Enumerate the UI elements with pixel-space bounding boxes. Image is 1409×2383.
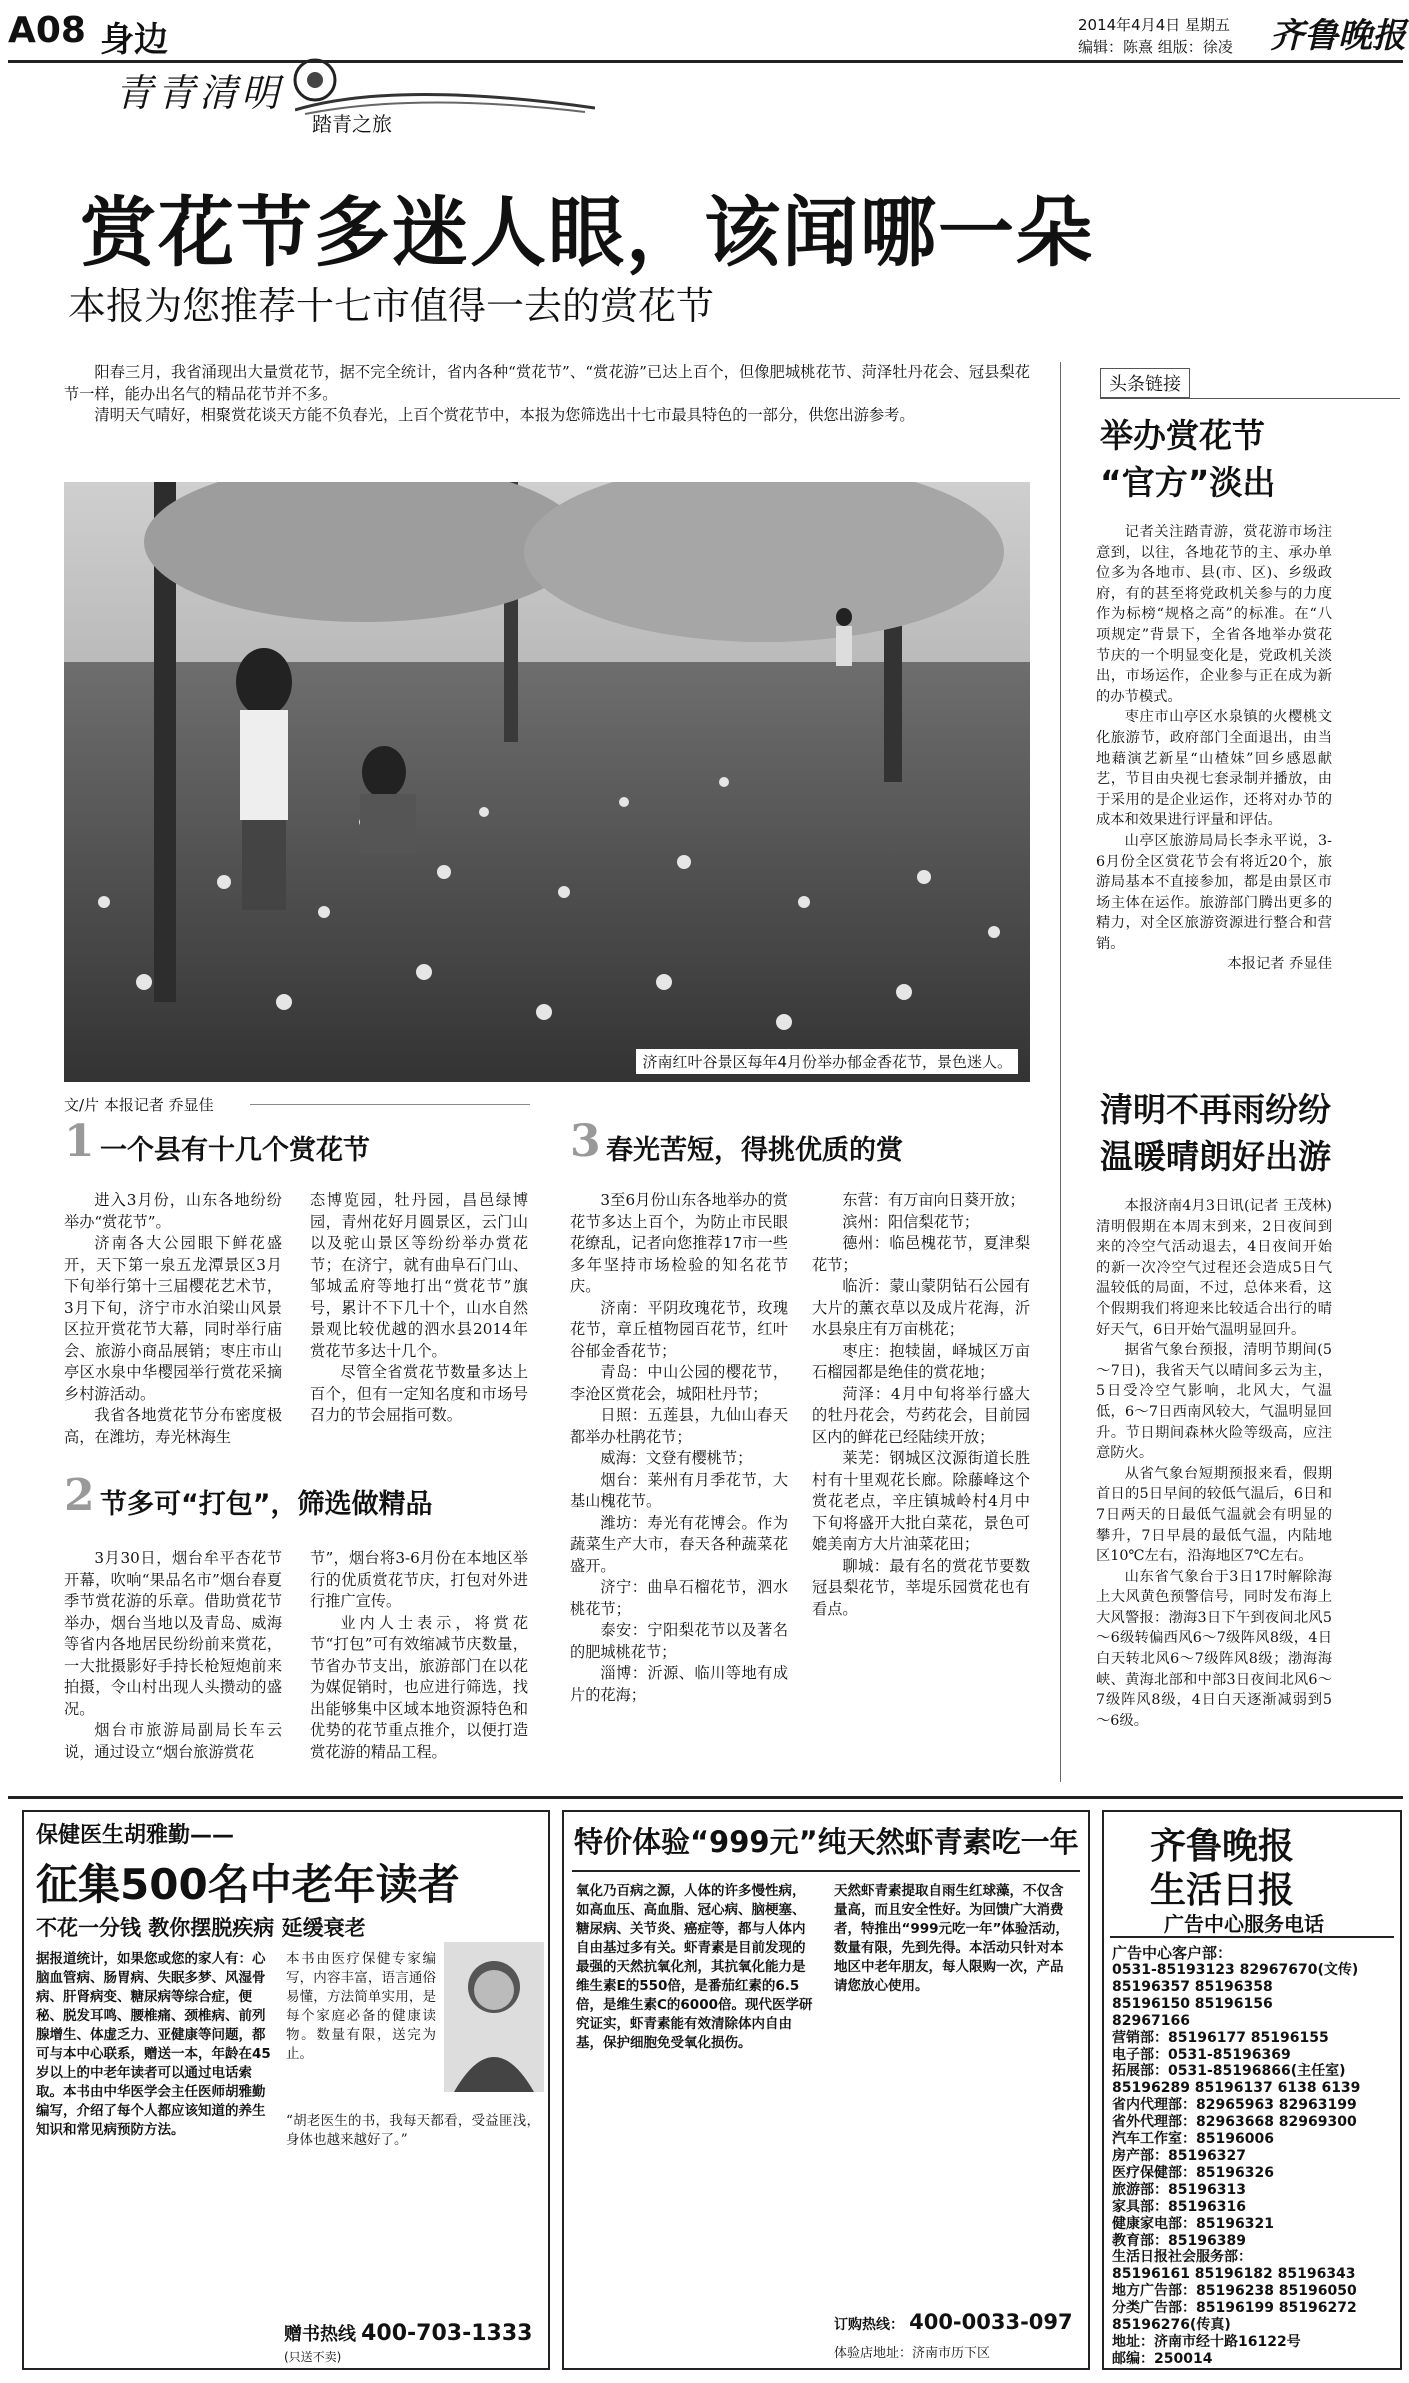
section2-para: 业内人士表示，将赏花节“打包”可有效缩减节庆数量，节省办节支出，旅游部门在以花为媒促销时，也应进行筛选，找出能够集中区域本地资源特色和优势的花节重点推介，以便打造赏花游的精品工程。 xyxy=(310,1613,528,1761)
ad2-body-right xyxy=(834,1882,1074,1996)
section2-title: 节多可“打包”，筛选做精品 xyxy=(100,1489,433,1520)
sidebar-story2-body xyxy=(1096,1196,1332,1731)
ad1-body-text: 据报道统计，如果您或您的家人有：心脑血管病、肠胃病、失眠多梦、风湿骨病、肝肾病变、糖尿病等综合症，便秘、脱发耳鸣、腰椎痛、颈椎病、前列腺增生、体虚乏力、亚健康等问题，都可与本中心联系，赠送一本，年龄在45岁以上的中老年读者可以通过电话索取。本书由中华医学会主任医师胡雅勤编写，介绍了每个人都应该知道的养生知识和常见病预防方法。 xyxy=(36,1951,271,2138)
sidebar-story1-byline: 本报记者 乔显佳 xyxy=(1227,956,1332,973)
headline-subtitle: 本报为您推荐十七市值得一去的赏花节 xyxy=(68,284,715,328)
ad3-line: 拓展部：0531-85196866(主任室) xyxy=(1112,2063,1346,2080)
ad2-title-rule xyxy=(572,1870,1080,1872)
ad3-title-line2: 生活日报 xyxy=(1150,1870,1295,1911)
section3-para: 潍坊：寿光有花博会。作为蔬菜生产大市，春天各种蔬菜花盛开。 xyxy=(570,1513,788,1575)
column-logo-text: 青青清明 xyxy=(115,71,284,115)
sidebar-story1-para: 记者关注踏青游，赏花游市场注意到，以往，各地花节的主、承办单位多为各地市、县(市、区)、乡级政府，有的甚至将党政机关参与的力度作为标榜“规格之高”的标准。在“八项规定”背景下，全省各地举办赏花节庆的一个明显变化是，党政机关淡出，市场运作，企业参与正在成为新的办节模式。 xyxy=(1096,524,1332,705)
astaxanthin-ad xyxy=(562,1810,1090,2370)
section3-para: 日照：五莲县，九仙山春天都举办杜鹃花节； xyxy=(570,1406,788,1446)
section1-para: 尽管全省赏花节数量多达上百个，但有一定知名度和市场号召力的节会屈指可数。 xyxy=(310,1363,528,1424)
section3-para: 烟台：莱州有月季花节，大基山槐花节。 xyxy=(570,1470,788,1510)
sidebar-story1-body xyxy=(1096,522,1332,975)
ad3-line: 电子部：0531-85196369 xyxy=(1112,2046,1291,2063)
sidebar-story2-title-line1: 清明不再雨纷纷 xyxy=(1100,1090,1331,1129)
ad1-title: 征集500名中老年读者 xyxy=(36,1860,460,1909)
ad1-body-right-text: 本书由医疗保健专家编写，内容丰富，语言通俗易懂，方法简单实用，是每个家庭必备的健康读物。数量有限，送完为止。 xyxy=(286,1951,436,2062)
section3-para: 聊城：最有名的赏花节要数冠县梨花节，莘堤乐园赏花也有看点。 xyxy=(812,1556,1030,1618)
section3-column-a xyxy=(570,1190,788,1706)
byline-rule xyxy=(250,1104,530,1105)
section3-para: 菏泽：4月中旬将举行盛大的牡丹花会，芍药花会，目前园区内的鲜花已经陆续开放； xyxy=(812,1384,1030,1446)
doctor-portrait xyxy=(444,1942,544,2092)
sidebar-tag-rule xyxy=(1100,398,1400,399)
ad1-slogan: 不花一分钱 教你摆脱疾病 延缓衰老 xyxy=(36,1916,366,1940)
section1-number: 1 xyxy=(64,1116,95,1167)
section3-number: 3 xyxy=(570,1116,601,1167)
sidebar-story2-para: 本报济南4月3日讯(记者 王茂林) 清明假期在本周末到来，2日夜间到来的冷空气活动退去，4日夜间开始的新一次冷空气过程还会造成5日气温较低的局面，不过，总体来看，这个假期我们将迎来比较适合出行的晴好天气，6日开始气温明显回升。 xyxy=(1096,1198,1332,1338)
section2-para: 烟台市旅游局副局长车云说，通过设立“烟台旅游赏花 xyxy=(64,1721,282,1761)
ad3-title-line1: 齐鲁晚报 xyxy=(1150,1826,1295,1867)
ad2-hotline xyxy=(834,2310,1084,2334)
section3-column-b xyxy=(812,1190,1030,1620)
ad2-address: 体验店地址：济南市历下区 xyxy=(834,2346,991,2361)
ad3-line: 营销部：85196177 85196155 xyxy=(1112,2029,1329,2046)
ad2-hotline-label: 订购热线： xyxy=(834,2317,904,2333)
ad1-body-right xyxy=(286,1950,436,2064)
section3-para: 3至6月份山东各地举办的赏花节多达上百个，为防止市民眼花缭乱，记者向您推荐17市一些多年坚持市场检验的知名花节庆。 xyxy=(570,1191,788,1295)
ad3-line: 85196357 85196358 xyxy=(1112,1978,1273,1995)
ad3-line: 0531-85193123 82967670(文传) xyxy=(1112,1962,1359,1978)
section3-para: 德州：临邑槐花节，夏津梨花节； xyxy=(812,1234,1030,1274)
section3-title: 春光苦短，得挑优质的赏 xyxy=(606,1135,903,1166)
ad3-lines xyxy=(1112,1962,1396,2368)
section2-para: 3月30日，烟台牟平杏花节开幕，吹响“果品名市”烟台春夏季节赏花游的乐章。借助赏花节举办，烟台当地以及青岛、威海等省内各地居民纷纷前来赏花，一大批摄影好手持长枪短炮前来拍摄，令山村出现人头攒动的盛况。 xyxy=(64,1549,282,1718)
section3-para: 济宁：曲阜石榴花节，泗水桃花节； xyxy=(570,1578,788,1618)
ad3-line: 旅游部：85196313 xyxy=(1112,2181,1246,2198)
ad3-line: 教育部：85196389 xyxy=(1112,2232,1246,2249)
ad3-line: 省外代理部：82963668 82969300 xyxy=(1112,2114,1357,2131)
ad1-note: (只送不卖) xyxy=(284,2350,342,2364)
ad3-subtitle: 广告中心服务电话 xyxy=(1164,1912,1324,1936)
section1-para: 济南各大公园眼下鲜花盛开，天下第一泉五龙潭景区3月下旬举行第十三届樱花艺术节，3月下旬，济宁市水泊梁山风景区拉开赏花节大幕，同时举行庙会、旅游小商品展销；枣庄市山亭区水泉中华樱园举行赏花采摘乡村游活动。 xyxy=(64,1234,282,1403)
section1-para: 态博览园，牡丹园，昌邑绿博园，青州花好月圆景区，云门山以及驼山景区等纷纷举办赏花节；在济宁，就有曲阜石门山、邹城孟府等地打出“赏花节”旗号，累计不下几十个，山水自然景观比较优越的泗水县2014年赏花节多达十几个。 xyxy=(310,1191,528,1360)
sidebar-story2-para: 据省气象台预报，清明节期间(5～7日)，我省天气以晴间多云为主，5日受冷空气影响，北风大，气温低，6～7日西南风较大，气温明显回升。节日期间森林火险等级高，应注意防火。 xyxy=(1096,1342,1332,1462)
ad3-line: 85196150 85196156 xyxy=(1112,1995,1273,2012)
section3-para: 淄博：沂源、临川等地有成片的花海； xyxy=(570,1664,788,1704)
section3-para: 青岛：中山公园的樱花节，李沧区赏花会，城阳杜丹节； xyxy=(570,1363,788,1403)
headline-title: 赏花节多迷人眼，该闻哪一朵 xyxy=(80,188,1094,277)
ad3-line: 地方广告部：85196238 85196050 xyxy=(1112,2283,1357,2300)
ad3-heading: 广告中心客户部： xyxy=(1112,1944,1233,1962)
lead-paragraphs xyxy=(64,362,1030,427)
paper-logo: 齐鲁晚报 xyxy=(1270,16,1406,56)
ad1-body xyxy=(36,1950,276,2140)
ad3-line: 85196289 85196137 6138 6139 xyxy=(1112,2080,1361,2097)
section3-para: 枣庄：抱犊崮，峄城区万亩石榴园都是绝佳的赏花地； xyxy=(812,1341,1030,1381)
sidebar-story1-para: 枣庄市山亭区水泉镇的火樱桃文化旅游节，政府部门全面退出，由当地藉演艺新星“山楂妹”回乡感恩献艺，节目由央视七套录制并播放，由于采用的是企业运作，还将对办节的成本和效果进行评量和评估。 xyxy=(1096,709,1332,829)
lead-para-1: 阳春三月，我省涌现出大量赏花节，据不完全统计，省内各种“赏花节”、“赏花游”已达上百个，但像肥城桃花节、菏泽牡丹花会、冠县梨花节一样，能办出名气的精品花节并不多。 xyxy=(64,363,1030,403)
section3-para: 滨州：阳信梨花节； xyxy=(842,1212,980,1231)
sidebar-story1-title-line2: “官方”淡出 xyxy=(1100,463,1276,502)
ad3-line: 健康家电部：85196321 xyxy=(1112,2215,1274,2232)
ad3-line: 85196161 85196182 85196343 xyxy=(1112,2266,1356,2283)
section1-para: 进入3月份，山东各地纷纷举办“赏花节”。 xyxy=(64,1191,282,1231)
ad2-phone[interactable]: 400-0033-097 xyxy=(909,2310,1073,2334)
ad1-kicker: 保健医生胡雅勤—— xyxy=(36,1823,235,1848)
ad1-hotline xyxy=(284,2320,544,2365)
date-line: 2014年4月4日 星期五 xyxy=(1078,16,1231,34)
sidebar-story1-para: 山亭区旅游局局长李永平说，3-6月份全区赏花节会有将近20个，旅游局基本不直接参加，都是由景区市场主体在运作。旅游部门腾出更多的精力，对全区旅游资源进行整合和营销。 xyxy=(1096,832,1332,952)
sidebar-story2-para: 山东省气象台于3日17时解除海上大风黄色预警信号，同时发布海上大风警报：渤海3日下午到夜间北风5～6级转偏西风6～7级阵风8级，4日白天转北风6～7级阵风8级；渤海海峡、黄海北部和中部3日夜间北风6～7级阵风8级，4日白天逐渐减弱到5～6级。 xyxy=(1096,1568,1332,1729)
section3-para: 临沂：蒙山蒙阴钻石公园有大片的薰衣草以及成片花海，沂水县泉庄有万亩桃花； xyxy=(812,1277,1030,1338)
ad2-body-left-text: 氧化乃百病之源，人体的许多慢性病，如高血压、高血脂、冠心病、脑梗塞、糖尿病、关节炎、癌症等，都与人体内自由基过多有关。虾青素是目前发现的最强的天然抗氧化剂，其抗氧化能力是维生素E的550倍，是番茄红素的6.5倍，是维生素C的6000倍。现代医学研究证实，虾青素能有效清除体内自由基，保护细胞免受氧化损伤。 xyxy=(576,1883,813,2051)
subsection-label: 踏青之旅 xyxy=(312,112,392,136)
section2-para: 节”，烟台将3-6月份在本地区举行的优质赏花节庆，打包对外进行推广宣传。 xyxy=(310,1549,528,1610)
ads-top-rule xyxy=(8,1796,1403,1799)
section3-para: 莱芜：钢城区汶源街道长胜村有十里观花长廊。除藤峰这个赏花老点，辛庄镇城岭村4月中下旬将盛开大批白菜花，景色可媲美南方大片油菜花田； xyxy=(812,1449,1030,1553)
ad3-line: 房产部：85196327 xyxy=(1112,2147,1246,2164)
section1-column-b xyxy=(310,1190,528,1427)
ad1-quote-text: “胡老医生的书，我每天都看，受益匪浅，身体也越来越好了。” xyxy=(286,2113,540,2148)
ad1-hotline-label: 赠书热线 xyxy=(284,2324,356,2345)
editors-line: 编辑：陈熹 组版：徐凌 xyxy=(1078,38,1233,56)
ad3-rule xyxy=(1110,1936,1394,1938)
section2-column-b xyxy=(310,1548,528,1763)
sidebar-divider xyxy=(1060,362,1061,1782)
ad1-quote xyxy=(286,2112,540,2150)
section1-title: 一个县有十几个赏花节 xyxy=(100,1135,370,1166)
tulip-garden-photo xyxy=(64,482,1030,1082)
sidebar-story2-para: 从省气象台短期预报来看，假期首日的5日早间的较低气温后，6日和7日两天的日最低气温就会有明显的攀升，7日早晨的最低气温，内陆地区10℃左右，沿海地区7℃左右。 xyxy=(1096,1465,1332,1565)
section1-para: 我省各地赏花节分布密度极高，在潍坊，寿光林海生 xyxy=(64,1406,282,1446)
sidebar-story1-title-line1: 举办赏花节 xyxy=(1100,416,1265,455)
ad3-line: 家具部：85196316 xyxy=(1112,2198,1246,2215)
article-byline: 文/片 本报记者 乔显佳 xyxy=(64,1096,214,1114)
ad-center-contacts xyxy=(1102,1810,1402,2370)
ad3-line: 省内代理部：82965963 82963199 xyxy=(1112,2097,1357,2114)
ad2-body-left xyxy=(576,1882,816,2053)
photo-caption: 济南红叶谷景区每年4月份举办郁金香花节，景色迷人。 xyxy=(636,1049,1018,1074)
section2-number: 2 xyxy=(64,1470,95,1521)
section3-para: 济南：平阴玫瑰花节，玫瑰花节，章丘植物园百花节，红叶谷郁金香花节； xyxy=(570,1298,788,1360)
section3-para: 威海：文登有樱桃节； xyxy=(600,1449,753,1467)
ad2-body-right-text: 天然虾青素提取自雨生红球藻，不仅含量高，而且安全性好。为回馈广大消费者，特推出“999元吃一年”体验活动，数量有限，先到先得。本活动只针对本地区中老年朋友，每人限购一次，产品请您放心使用。 xyxy=(834,1883,1069,1994)
ad3-line: 汽车工作室：85196006 xyxy=(1112,2131,1274,2148)
lead-para-2: 清明天气晴好，相聚赏花谈天方能不负春光，上百个赏花节中，本报为您筛选出十七市最具特色的一部分，供您出游参考。 xyxy=(94,406,915,424)
section1-column-a xyxy=(64,1190,282,1448)
ad3-line: 医疗保健部：85196326 xyxy=(1112,2164,1274,2181)
ad3-line: 邮编：250014 xyxy=(1112,2350,1213,2367)
ad2-title: 特价体验“999元”纯天然虾青素吃一年 xyxy=(574,1825,1079,1859)
masthead-rule xyxy=(8,60,1403,63)
health-book-ad xyxy=(22,1810,550,2370)
ad3-line: 85196276(传真) xyxy=(1112,2317,1231,2334)
photo-illustration xyxy=(64,482,1030,1082)
sidebar-tag: 头条链接 xyxy=(1100,368,1190,398)
section-label: 身边 xyxy=(100,20,168,60)
ad3-line: 分类广告部：85196199 85196272 xyxy=(1112,2300,1357,2317)
sidebar-story2-title-line2: 温暖晴朗好出游 xyxy=(1100,1137,1331,1176)
section3-para: 东营：有万亩向日葵开放； xyxy=(842,1191,1025,1209)
ad1-phone[interactable]: 400-703-1333 xyxy=(361,2321,533,2346)
ad3-line: 生活日报社会服务部： xyxy=(1112,2249,1252,2266)
section2-column-a xyxy=(64,1548,282,1763)
page-code: A08 xyxy=(8,10,86,51)
ad3-line: 地址：济南市经十路16122号 xyxy=(1112,2333,1301,2350)
section3-para: 泰安：宁阳梨花节以及著名的肥城桃花节； xyxy=(570,1621,788,1661)
ad3-line: 82967166 xyxy=(1112,2012,1190,2029)
